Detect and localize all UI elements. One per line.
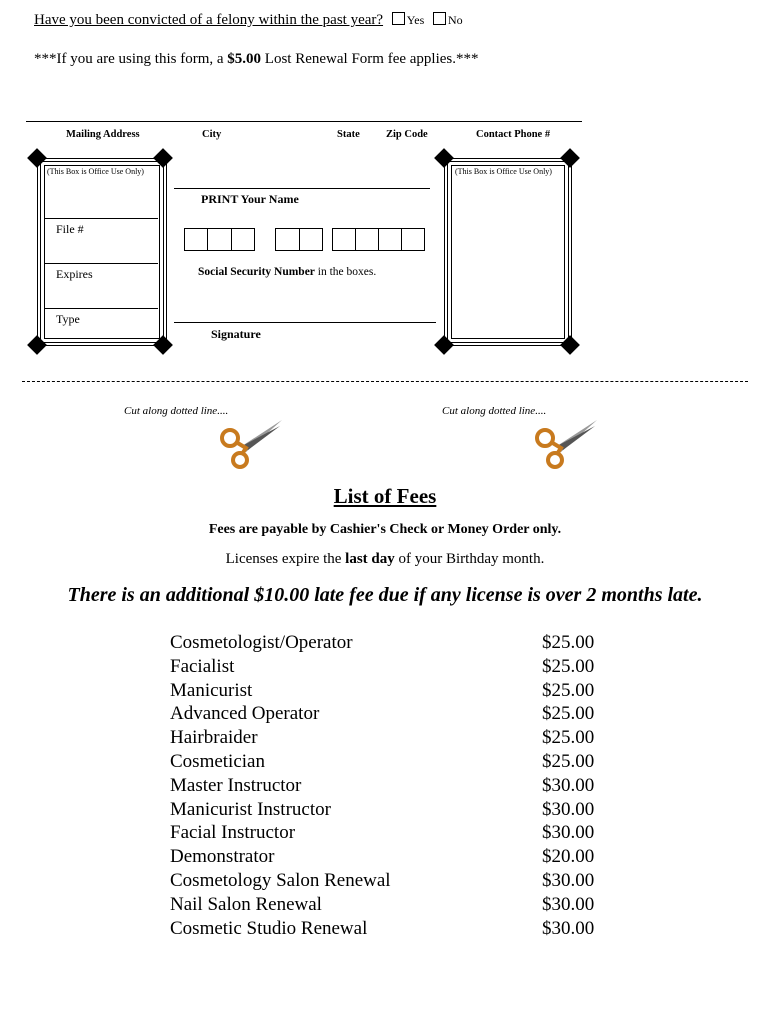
contact-phone-label: Contact Phone #: [476, 129, 551, 140]
ssn-boxes-group2[interactable]: [275, 228, 323, 251]
address-line[interactable]: [26, 121, 582, 122]
felony-question: [34, 12, 463, 29]
fee-row: [170, 750, 600, 774]
fee-price: $30.00: [542, 822, 595, 844]
fee-price: $25.00: [542, 632, 595, 653]
lost-fee-suffix: Lost Renewal Form fee applies.***: [261, 51, 479, 67]
fee-name: Facial Instructor: [170, 822, 296, 844]
zip-code-label: Zip Code: [386, 129, 428, 140]
fee-price: $20.00: [542, 846, 595, 868]
cut-line: [22, 381, 748, 382]
fee-row: [170, 631, 600, 655]
fee-name: Manicurist Instructor: [170, 798, 331, 820]
fee-price: $25.00: [542, 727, 595, 749]
fee-list: [170, 631, 600, 940]
fee-price: $30.00: [542, 774, 595, 796]
fee-name: Nail Salon Renewal: [170, 893, 322, 915]
yes-label: Yes: [406, 13, 425, 27]
ssn-boxes-group3[interactable]: [332, 228, 425, 251]
fee-price: $25.00: [542, 750, 595, 772]
fee-price: $25.00: [542, 703, 595, 725]
fee-row: [170, 893, 600, 917]
fee-price: $30.00: [542, 869, 595, 891]
late-fee-note: There is an additional $10.00 late fee due if any license is over 2 months late.: [67, 584, 703, 606]
payment-note: Fees are payable by Cashier's Check or Money Order only.: [208, 522, 562, 537]
fee-price: $25.00: [542, 679, 595, 701]
mailing-address-label: Mailing Address: [66, 129, 140, 140]
fee-row: [170, 798, 600, 822]
scissors-icon: [531, 416, 603, 470]
lost-fee-prefix: ***If you are using this form, a: [34, 51, 228, 67]
expires-label: Expires: [56, 267, 93, 281]
ssn-label: Social Security Number: [198, 266, 315, 278]
file-number-label: File #: [56, 222, 84, 236]
cut-label-right: Cut along dotted line....: [442, 405, 547, 417]
expire-bold: last day: [345, 551, 395, 567]
lost-fee-amount: $5.00: [227, 51, 262, 67]
type-label: Type: [56, 312, 80, 326]
fee-price: $30.00: [542, 893, 595, 915]
city-label: City: [202, 129, 222, 140]
fee-row: [170, 655, 600, 679]
fee-price: $25.00: [542, 655, 595, 677]
fee-name: Advanced Operator: [170, 703, 320, 725]
fee-row: [170, 869, 600, 893]
lost-renewal-fee-note: [34, 51, 479, 68]
fee-row: [170, 726, 600, 750]
office-use-note-left: (This Box is Office Use Only): [47, 167, 144, 176]
divider: [44, 218, 158, 219]
expire-prefix: Licenses expire the: [225, 551, 346, 567]
cut-label-left: Cut along dotted line....: [124, 405, 229, 417]
divider: [44, 308, 158, 309]
no-checkbox[interactable]: [433, 12, 446, 25]
fee-row: [170, 821, 600, 845]
fee-name: Facialist: [170, 655, 235, 677]
ssn-instructions: [198, 266, 376, 278]
no-label: No: [448, 13, 463, 27]
fee-name: Hairbraider: [170, 727, 258, 749]
fee-row: [170, 679, 600, 703]
felony-question-text: Have you been convicted of a felony within the past year?: [34, 12, 384, 28]
expiration-note: [0, 551, 770, 568]
fee-name: Cosmetology Salon Renewal: [170, 869, 391, 891]
state-label: State: [337, 129, 360, 140]
yes-checkbox[interactable]: [392, 12, 405, 25]
scissors-icon: [216, 416, 288, 470]
fee-price: $30.00: [542, 798, 595, 820]
fee-row: [170, 702, 600, 726]
signature-label: Signature: [211, 327, 261, 341]
ssn-label-rest: in the boxes.: [314, 266, 377, 278]
fee-price: $30.00: [542, 917, 595, 939]
fee-row: [170, 845, 600, 869]
fee-row: [170, 774, 600, 798]
fee-name: Cosmetic Studio Renewal: [170, 917, 368, 939]
fee-name: Demonstrator: [170, 846, 275, 868]
fee-name: Cosmetician: [170, 750, 265, 772]
fee-name: Cosmetologist/Operator: [170, 632, 353, 653]
fee-row: [170, 917, 600, 941]
ssn-boxes-group1[interactable]: [184, 228, 255, 251]
name-input-line[interactable]: [174, 188, 430, 189]
divider: [44, 263, 158, 264]
expire-suffix: of your Birthday month.: [394, 551, 545, 567]
signature-line[interactable]: [174, 322, 436, 323]
office-use-box-right: [444, 158, 572, 346]
fee-name: Master Instructor: [170, 774, 302, 796]
office-use-note-right: (This Box is Office Use Only): [455, 167, 552, 176]
print-name-label: PRINT Your Name: [201, 192, 299, 206]
fee-name: Manicurist: [170, 679, 253, 701]
fees-title: List of Fees: [333, 484, 437, 508]
